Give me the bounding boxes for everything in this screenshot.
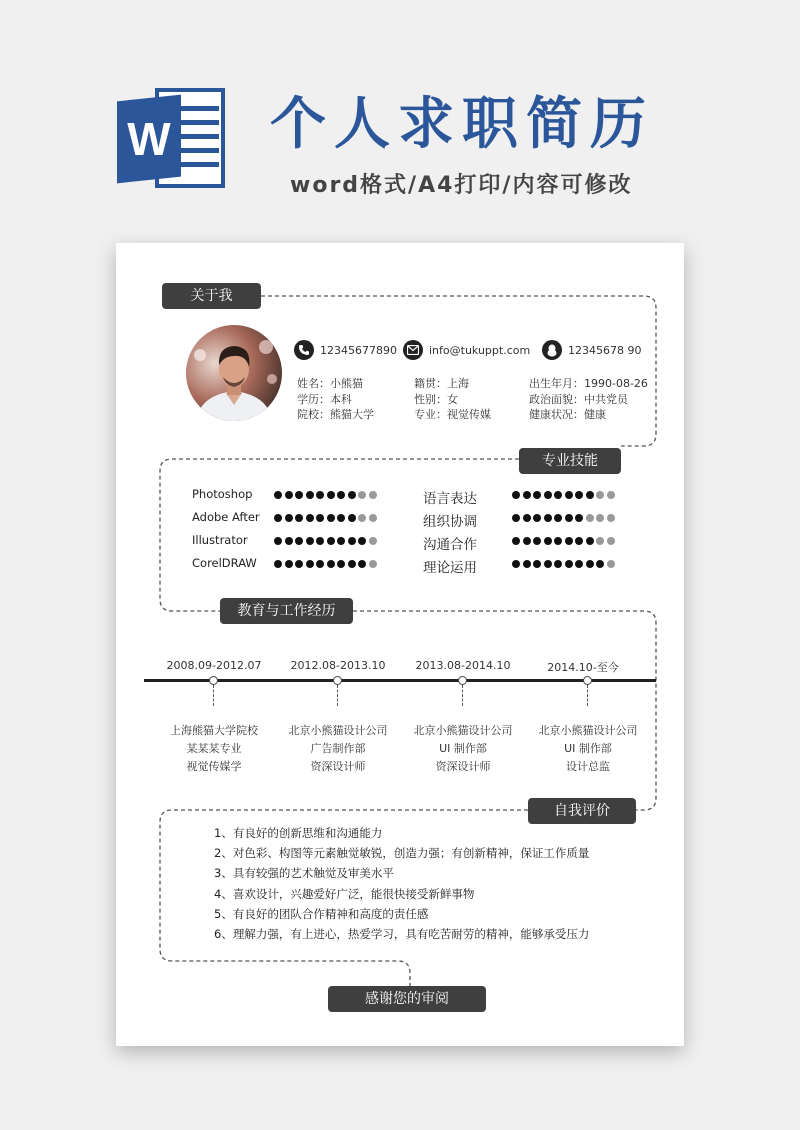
skill-dot-empty	[369, 560, 377, 568]
skill-name: 语言表达	[423, 491, 477, 507]
skill-dot-filled	[565, 491, 573, 499]
skill-dot-filled	[512, 537, 520, 545]
info-col-2	[414, 376, 491, 423]
skill-level-dots	[274, 491, 379, 499]
skill-dot-filled	[327, 514, 335, 522]
skill-level-dots	[512, 491, 617, 499]
thanks-tag: 感谢您的审阅	[328, 986, 486, 1012]
skill-dot-filled	[274, 537, 282, 545]
skill-name: 组织协调	[423, 514, 477, 530]
skill-dot-filled	[285, 514, 293, 522]
skill-name: 理论运用	[423, 560, 477, 576]
skill-dot-filled	[285, 560, 293, 568]
section-tag-experience: 教育与工作经历	[220, 598, 353, 624]
skill-dot-empty	[358, 514, 366, 522]
evaluation-item: 6、理解力强，有上进心，热爱学习，具有吃苦耐劳的精神，能够承受压力	[214, 927, 590, 942]
skill-dot-filled	[348, 537, 356, 545]
skill-dot-filled	[274, 560, 282, 568]
resume-sheet	[116, 243, 684, 1046]
info-origin: 籍贯：上海	[414, 377, 469, 390]
skill-dot-filled	[306, 491, 314, 499]
info-education: 学历：本科	[297, 392, 352, 406]
timeline-date: 2014.10-至今	[547, 661, 619, 674]
skill-dot-filled	[348, 560, 356, 568]
skill-dot-filled	[533, 560, 541, 568]
skill-dot-filled	[544, 537, 552, 545]
skill-dot-empty	[607, 560, 615, 568]
skill-dot-filled	[586, 560, 594, 568]
skill-dot-filled	[512, 491, 520, 499]
evaluation-item: 4、喜欢设计，兴趣爱好广泛，能很快接受新鲜事物	[214, 886, 475, 901]
section-tag-evaluation: 自我评价	[528, 798, 636, 824]
skill-dot-filled	[512, 514, 520, 522]
skill-dot-empty	[607, 537, 615, 545]
timeline-date: 2008.09-2012.07	[166, 659, 262, 672]
skill-dot-filled	[523, 537, 531, 545]
email-address: info@tukuppt.com	[429, 343, 531, 357]
skill-dot-filled	[306, 560, 314, 568]
evaluation-item: 2、对色彩、构图等元素触觉敏锐，创造力强；有创新精神，保证工作质量	[214, 846, 590, 861]
skill-dot-filled	[337, 514, 345, 522]
skill-dot-filled	[523, 514, 531, 522]
info-major: 专业：视觉传媒	[414, 408, 491, 421]
skill-name: Adobe After	[192, 510, 260, 524]
timeline-desc: 上海熊猫大学院校 某某某专业 视觉传媒学	[170, 724, 258, 773]
skill-name: 沟通合作	[423, 537, 477, 553]
skill-dot-filled	[575, 514, 583, 522]
skill-dot-filled	[586, 491, 594, 499]
skill-dot-filled	[348, 514, 356, 522]
timeline-node	[333, 676, 342, 685]
skill-dot-empty	[369, 537, 377, 545]
skill-dot-filled	[575, 491, 583, 499]
skill-dot-filled	[544, 491, 552, 499]
skill-dot-filled	[295, 514, 303, 522]
skill-dot-filled	[554, 560, 562, 568]
skill-dot-filled	[554, 491, 562, 499]
skill-dot-filled	[306, 514, 314, 522]
skill-dot-empty	[586, 514, 594, 522]
section-tag-about: 关于我	[162, 283, 261, 309]
skill-dot-filled	[327, 491, 335, 499]
qq-penguin-icon	[542, 340, 562, 360]
skill-dot-filled	[295, 491, 303, 499]
skill-dot-filled	[316, 537, 324, 545]
skill-dot-filled	[295, 537, 303, 545]
skill-name: Photoshop	[192, 487, 253, 501]
phone-icon	[294, 340, 314, 360]
skill-dot-filled	[274, 491, 282, 499]
skill-dot-filled	[358, 537, 366, 545]
contact-phone	[294, 339, 397, 361]
skill-dot-filled	[285, 537, 293, 545]
skill-dot-filled	[316, 514, 324, 522]
timeline-node	[458, 676, 467, 685]
evaluation-item: 1、有良好的创新思维和沟通能力	[214, 826, 383, 840]
skill-dot-filled	[565, 514, 573, 522]
info-col-1	[297, 376, 374, 423]
timeline-date: 2012.08-2013.10	[290, 659, 386, 672]
skill-dot-empty	[596, 491, 604, 499]
skill-name: Illustrator	[192, 533, 248, 547]
timeline-desc: 北京小熊猫设计公司 UI 制作部 资深设计师	[413, 724, 513, 773]
skill-level-dots	[274, 514, 379, 522]
timeline-axis	[144, 679, 656, 682]
info-school: 院校：熊猫大学	[297, 408, 374, 421]
evaluation-item: 5、有良好的团队合作精神和高度的责任感	[214, 906, 429, 921]
timeline-desc: 北京小熊猫设计公司 UI 制作部 设计总监	[538, 724, 638, 773]
timeline-desc: 北京小熊猫设计公司 广告制作部 资深设计师	[288, 724, 388, 773]
word-logo-letter: W	[127, 113, 171, 165]
skill-dot-filled	[337, 491, 345, 499]
skill-level-dots	[512, 514, 617, 522]
info-gender: 性别：女	[414, 392, 458, 406]
contact-email	[403, 339, 530, 361]
skill-dot-empty	[607, 491, 615, 499]
skill-dot-filled	[512, 560, 520, 568]
skill-dot-empty	[369, 514, 377, 522]
skill-level-dots	[512, 560, 617, 568]
skill-dot-filled	[533, 514, 541, 522]
skill-dot-empty	[596, 537, 604, 545]
info-col-3	[529, 376, 648, 423]
skill-dot-filled	[565, 537, 573, 545]
skill-level-dots	[274, 537, 379, 545]
evaluation-list	[214, 823, 589, 944]
phone-number: 12345677890	[320, 343, 397, 357]
skill-dot-filled	[544, 560, 552, 568]
section-tag-skills: 专业技能	[519, 448, 621, 474]
skill-dot-empty	[607, 514, 615, 522]
timeline-date: 2013.08-2014.10	[415, 659, 511, 672]
skill-dot-empty	[596, 514, 604, 522]
skill-dot-filled	[295, 560, 303, 568]
page-title: 个人求职简历	[270, 92, 654, 157]
skill-dot-filled	[533, 491, 541, 499]
timeline-node	[583, 676, 592, 685]
skill-dot-filled	[596, 560, 604, 568]
info-birth: 出生年月：1990-08-26	[529, 377, 648, 390]
skill-level-dots	[512, 537, 617, 545]
skill-dot-filled	[358, 560, 366, 568]
contact-qq	[542, 339, 641, 361]
qq-number: 12345678 90	[568, 343, 642, 357]
skill-name: CorelDRAW	[192, 556, 257, 570]
info-health: 健康状况：健康	[529, 408, 606, 421]
skill-dot-filled	[554, 537, 562, 545]
skill-dot-filled	[523, 560, 531, 568]
skill-level-dots	[274, 560, 379, 568]
skill-dot-filled	[575, 560, 583, 568]
word-logo	[117, 86, 225, 192]
skill-dot-filled	[274, 514, 282, 522]
skill-dot-filled	[565, 560, 573, 568]
skill-dot-filled	[544, 514, 552, 522]
skill-dot-empty	[358, 491, 366, 499]
skill-dot-filled	[337, 560, 345, 568]
skill-dot-filled	[575, 537, 583, 545]
page-subtitle: word格式/A4打印/内容可修改	[290, 173, 633, 198]
info-politics: 政治面貌：中共党员	[529, 392, 628, 406]
info-name: 姓名：小熊猫	[297, 377, 363, 390]
skill-dot-filled	[327, 560, 335, 568]
evaluation-item: 3、具有较强的艺术触觉及审美水平	[214, 866, 394, 881]
skill-dot-filled	[316, 560, 324, 568]
skill-dot-filled	[523, 491, 531, 499]
skill-dot-empty	[369, 491, 377, 499]
skill-dot-filled	[306, 537, 314, 545]
timeline-stem	[587, 685, 588, 706]
email-icon	[403, 340, 423, 360]
skill-dot-filled	[327, 537, 335, 545]
skill-dot-filled	[586, 537, 594, 545]
timeline-stem	[337, 685, 338, 706]
skill-dot-filled	[337, 537, 345, 545]
avatar	[186, 325, 282, 421]
timeline-stem	[462, 685, 463, 706]
skill-dot-filled	[316, 491, 324, 499]
timeline-node	[209, 676, 218, 685]
skill-dot-filled	[285, 491, 293, 499]
skill-dot-filled	[533, 537, 541, 545]
skill-dot-filled	[554, 514, 562, 522]
skill-dot-filled	[348, 491, 356, 499]
timeline-stem	[213, 685, 214, 706]
